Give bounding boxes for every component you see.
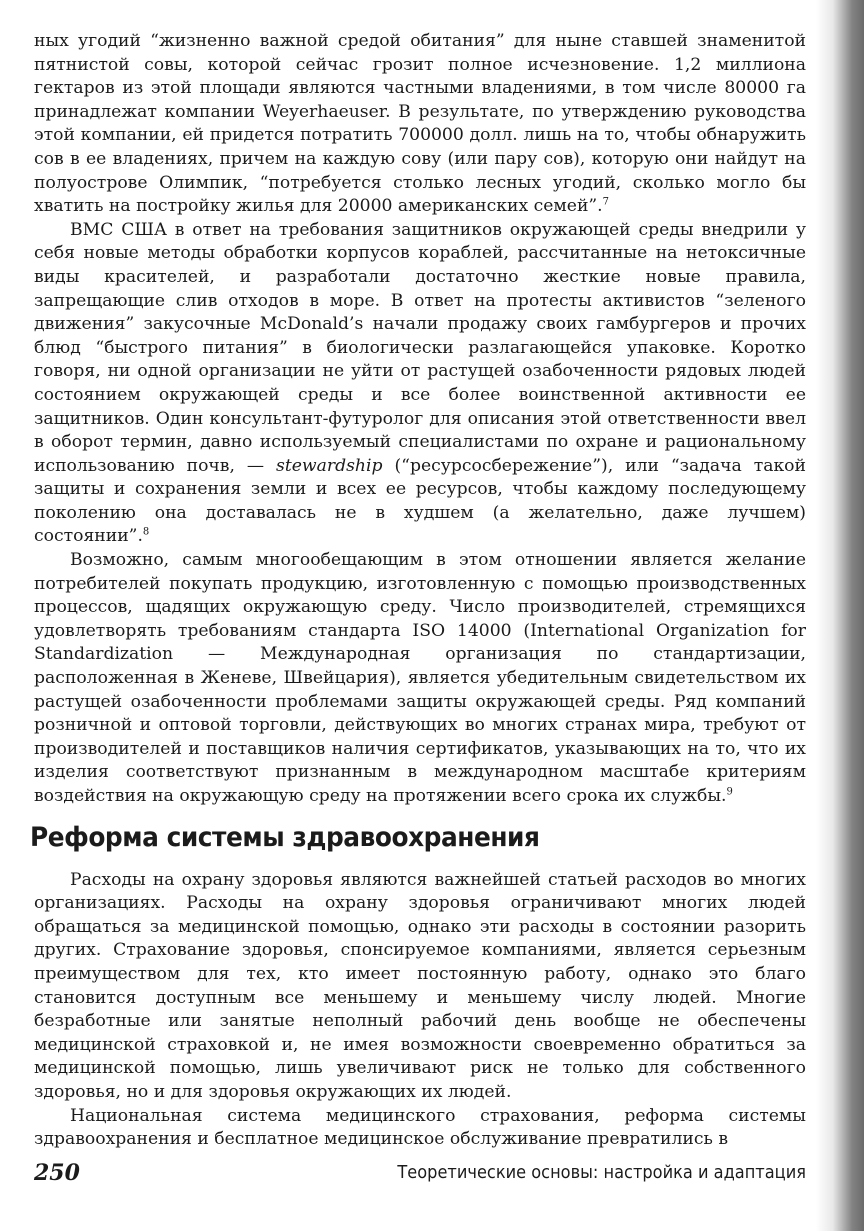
paragraph-3 <box>34 549 806 809</box>
page-footer <box>34 1160 806 1190</box>
page-edge-shadow <box>816 0 864 1231</box>
footnote-ref-8: 8 <box>142 526 150 538</box>
paragraph-1-text: ных угодий “жизненно важной средой обитания” для ныне ставшей знаменитой пятнистой совы, которой сейчас грозит полное исчезновение. 1,2 миллиона гектаров из этой площади являются частными владениями, в том числе 80000 га принадлежат компании Weyerhaeuser. В результате, по утверждению руководства этой компании, ей придется потратить 700000 долл. лишь на то, чтобы обнаружить сов в ее владениях, причем на каждую сову (или пару сов), которую они найдут на полуострове Олимпик, “потребуется столько лесных угодий, сколько могло бы хватить на постройку жилья для 20000 американских семей”. <box>34 31 806 217</box>
section-paragraph-2: Национальная система медицинского страхования, реформа системы здравоохранения и бесплатное медицинское обслуживание превратились в <box>34 1105 806 1150</box>
paragraph-1 <box>34 30 806 219</box>
term-stewardship: stewardship <box>276 455 383 476</box>
page-body <box>30 30 806 1152</box>
page-number: 250 <box>34 1160 80 1186</box>
section-paragraph-1: Расходы на охрану здоровья являются важнейшей статьей расходов во многих организациях. Расходы на охрану здоровья ограничивают многих людей обращаться за медицинской помощью, однако эти расходы в состоянии разорить других. Страхование здоровья, спонсируемое компаниями, является серьезным преимуществом для тех, кто имеет постоянную работу, однако это благо становится доступным все меньшему и меньшему числу людей. Многие безработные или занятые неполный рабочий день вообще не обеспечены медицинской страховкой и, не имея возможности своевременно обратиться за медицинской помощью, лишь увеличивают риск не только для собственного здоровья, но и для здоровья окружающих их людей. <box>34 869 806 1102</box>
footnote-ref-7: 7 <box>602 196 610 208</box>
paragraph-2-text-before: ВМС США в ответ на требования защитников окружающей среды внедрили у себя новые методы обработки корпусов кораблей, рассчитанные на нетоксичные виды красителей, и разработали достаточно жесткие новые правила, запрещающие слив отходов в море. В ответ на протесты активистов “зеленого движения” закусочные McDonald’s начали продажу своих гамбургеров и прочих блюд “быстрого питания” в биологически разлагающейся упаковке. Коротко говоря, ни одной организации не уйти от растущей озабоченности рядовых людей состоянием окружающей среды и все более воинственной активности ее защитников. Один консультант-футуролог для описания этой ответственности ввел в оборот термин, давно используемый специалистами по охране и рациональному использованию почв, — <box>34 219 806 476</box>
paragraph-3-text: Возможно, самым многообещающим в этом отношении является желание потребителей покупать продукцию, изготовленную с помощью производственных процессов, щадящих окружающую среду. Число производителей, стремящихся удовлетворять требованиям стандарта ISO 14000 (International Organization for Standardization — Международная организация по стандартизации, расположенная в Женеве, Швейцария), является убедительным свидетельством их растущей озабоченности проблемами защиты окружающей среды. Ряд компаний розничной и оптовой торговли, действующих во многих странах мира, требуют от производителей и поставщиков наличия сертификатов, указывающих на то, что их изделия соответствуют признанным в международном масштабе критериям воздействия на окружающую среду на протяжении всего срока их службы. <box>34 550 806 806</box>
paragraph-2-text-after: (“ресурсосбережение”), или “задача такой защиты и сохранения земли и всех ее ресурсов, чтобы каждому последующему поколению она доставалась не в худшем (а желательно, даже лучшем) состоянии”. <box>34 455 806 547</box>
running-title: Теоретические основы: настройка и адаптация <box>397 1162 806 1183</box>
paragraph-2 <box>34 219 806 549</box>
footnote-ref-9: 9 <box>726 786 733 798</box>
section-heading: Реформа системы здравоохранения <box>30 821 540 853</box>
